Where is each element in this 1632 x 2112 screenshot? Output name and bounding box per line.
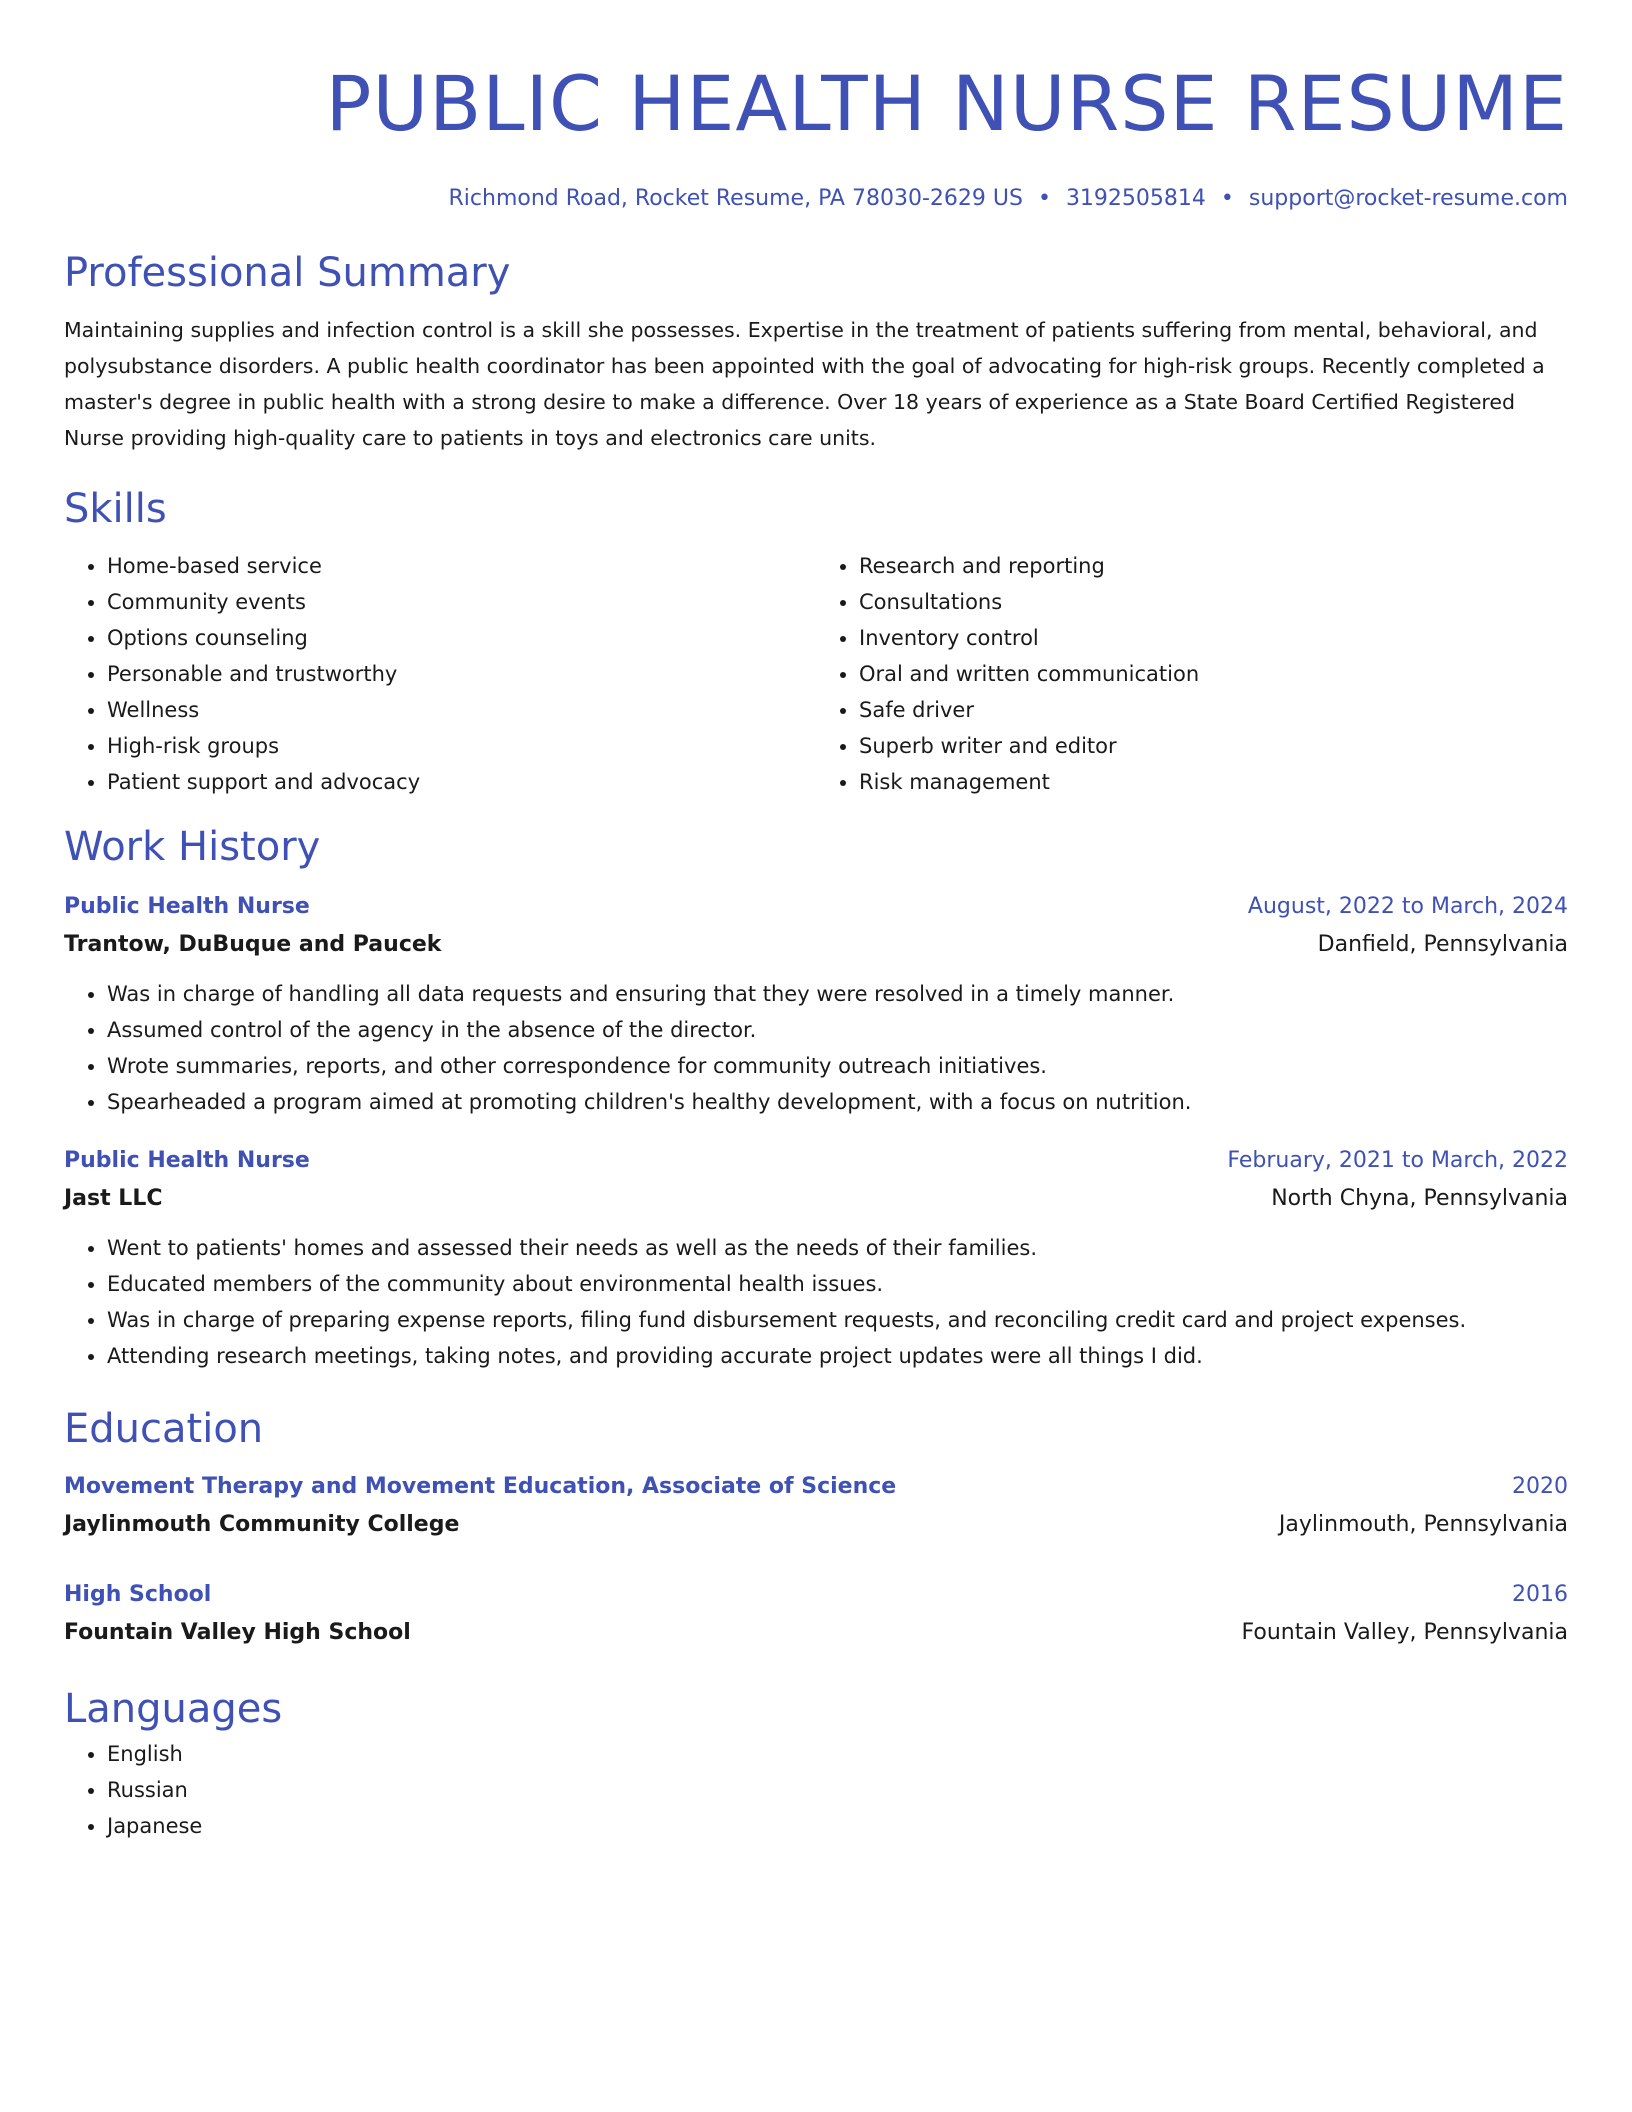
- education-location: Jaylinmouth, Pennsylvania: [1278, 1512, 1568, 1537]
- education-header: [64, 1576, 1568, 1614]
- skill-item: • Inventory control: [859, 620, 1568, 656]
- contact-separator: •: [1220, 186, 1234, 211]
- education-school: Fountain Valley High School: [64, 1620, 411, 1645]
- summary-text: Maintaining supplies and infection control is a skill she possesses. Expertise in the treatment of patients suffering from mental, behavioral, and polysubstance disorders. A public health coordinator has been appointed with the goal of advocating for high-risk groups. Recently completed a master's degree in public health with a strong desire to make a difference. Over 18 years of experience as a State Board Certified Registered Nurse providing high-quality care to patients in toys and electronics care units.: [64, 318, 1545, 450]
- skill-item: • Consultations: [859, 584, 1568, 620]
- job-title: Public Health Nurse: [64, 1148, 310, 1173]
- contact-address: Richmond Road, Rocket Resume, PA 78030-2629 US: [448, 186, 1023, 211]
- languages-heading: Languages: [64, 1686, 283, 1732]
- education-degree: High School: [64, 1582, 212, 1607]
- job-entry: [64, 888, 1568, 1120]
- skill-item: • Patient support and advocacy: [107, 764, 816, 800]
- contact-phone: 3192505814: [1065, 186, 1206, 211]
- skill-item: • Community events: [107, 584, 816, 620]
- skills-list-left: [64, 548, 816, 800]
- job-bullet: • Was in charge of handling all data requests and ensuring that they were resolved in a timely manner.: [107, 976, 1568, 1012]
- job-bullets: [64, 1230, 1568, 1374]
- skill-item: • Home-based service: [107, 548, 816, 584]
- skills-column-right: [816, 548, 1568, 800]
- education-school: Jaylinmouth Community College: [64, 1512, 460, 1537]
- skill-item: • Personable and trustworthy: [107, 656, 816, 692]
- language-item: • Russian: [107, 1772, 1568, 1808]
- job-dates: February, 2021 to March, 2022: [1227, 1148, 1568, 1173]
- job-subheader: [64, 926, 1568, 964]
- job-bullet: • Went to patients' homes and assessed their needs as well as the needs of their families.: [107, 1230, 1568, 1266]
- education-subheader: [64, 1614, 1568, 1652]
- job-header: [64, 1142, 1568, 1180]
- skill-item: • High-risk groups: [107, 728, 816, 764]
- resume-title: PUBLIC HEALTH NURSE RESUME: [325, 59, 1568, 148]
- skills-heading: Skills: [64, 486, 167, 532]
- education-subheader: [64, 1506, 1568, 1544]
- job-entry: [64, 1142, 1568, 1374]
- education-entry: [64, 1576, 1568, 1652]
- skill-item: • Risk management: [859, 764, 1568, 800]
- job-dates: August, 2022 to March, 2024: [1247, 894, 1568, 919]
- skill-item: • Wellness: [107, 692, 816, 728]
- job-header: [64, 888, 1568, 926]
- job-subheader: [64, 1180, 1568, 1218]
- job-title: Public Health Nurse: [64, 894, 310, 919]
- education-year: 2020: [1512, 1474, 1568, 1499]
- language-item: • English: [107, 1736, 1568, 1772]
- job-bullets: [64, 976, 1568, 1120]
- job-location: North Chyna, Pennsylvania: [1271, 1186, 1568, 1211]
- skill-item: • Superb writer and editor: [859, 728, 1568, 764]
- contact-email[interactable]: support@rocket-resume.com: [1248, 186, 1568, 211]
- contact-line: [64, 182, 1568, 216]
- skills-column-left: [64, 548, 816, 800]
- skill-item: • Research and reporting: [859, 548, 1568, 584]
- education-year: 2016: [1512, 1582, 1568, 1607]
- work-history-heading: Work History: [64, 824, 321, 870]
- education-location: Fountain Valley, Pennsylvania: [1241, 1620, 1568, 1645]
- job-company: Trantow, DuBuque and Paucek: [64, 932, 442, 957]
- job-bullet: • Wrote summaries, reports, and other correspondence for community outreach initiatives.: [107, 1048, 1568, 1084]
- skill-item: • Oral and written communication: [859, 656, 1568, 692]
- education-degree: Movement Therapy and Movement Education, Associate of Science: [64, 1474, 897, 1499]
- job-bullet: • Assumed control of the agency in the absence of the director.: [107, 1012, 1568, 1048]
- skill-item: • Options counseling: [107, 620, 816, 656]
- job-bullet: • Spearheaded a program aimed at promoting children's healthy development, with a focus on nutrition.: [107, 1084, 1568, 1120]
- job-bullet: • Attending research meetings, taking notes, and providing accurate project updates were all things I did.: [107, 1338, 1568, 1374]
- summary-heading: Professional Summary: [64, 250, 511, 296]
- job-bullet: • Educated members of the community about environmental health issues.: [107, 1266, 1568, 1302]
- job-company: Jast LLC: [64, 1186, 163, 1211]
- education-header: [64, 1468, 1568, 1506]
- job-location: Danfield, Pennsylvania: [1317, 932, 1568, 957]
- language-item: • Japanese: [107, 1808, 1568, 1844]
- contact-separator: •: [1037, 186, 1051, 211]
- education-heading: Education: [64, 1406, 264, 1452]
- languages-list: [64, 1736, 1568, 1844]
- education-entry: [64, 1468, 1568, 1544]
- skills-list-right: [816, 548, 1568, 800]
- job-bullet: • Was in charge of preparing expense reports, filing fund disbursement requests, and reconciling credit card and project expenses.: [107, 1302, 1568, 1338]
- skill-item: • Safe driver: [859, 692, 1568, 728]
- skills-grid: [64, 548, 1568, 800]
